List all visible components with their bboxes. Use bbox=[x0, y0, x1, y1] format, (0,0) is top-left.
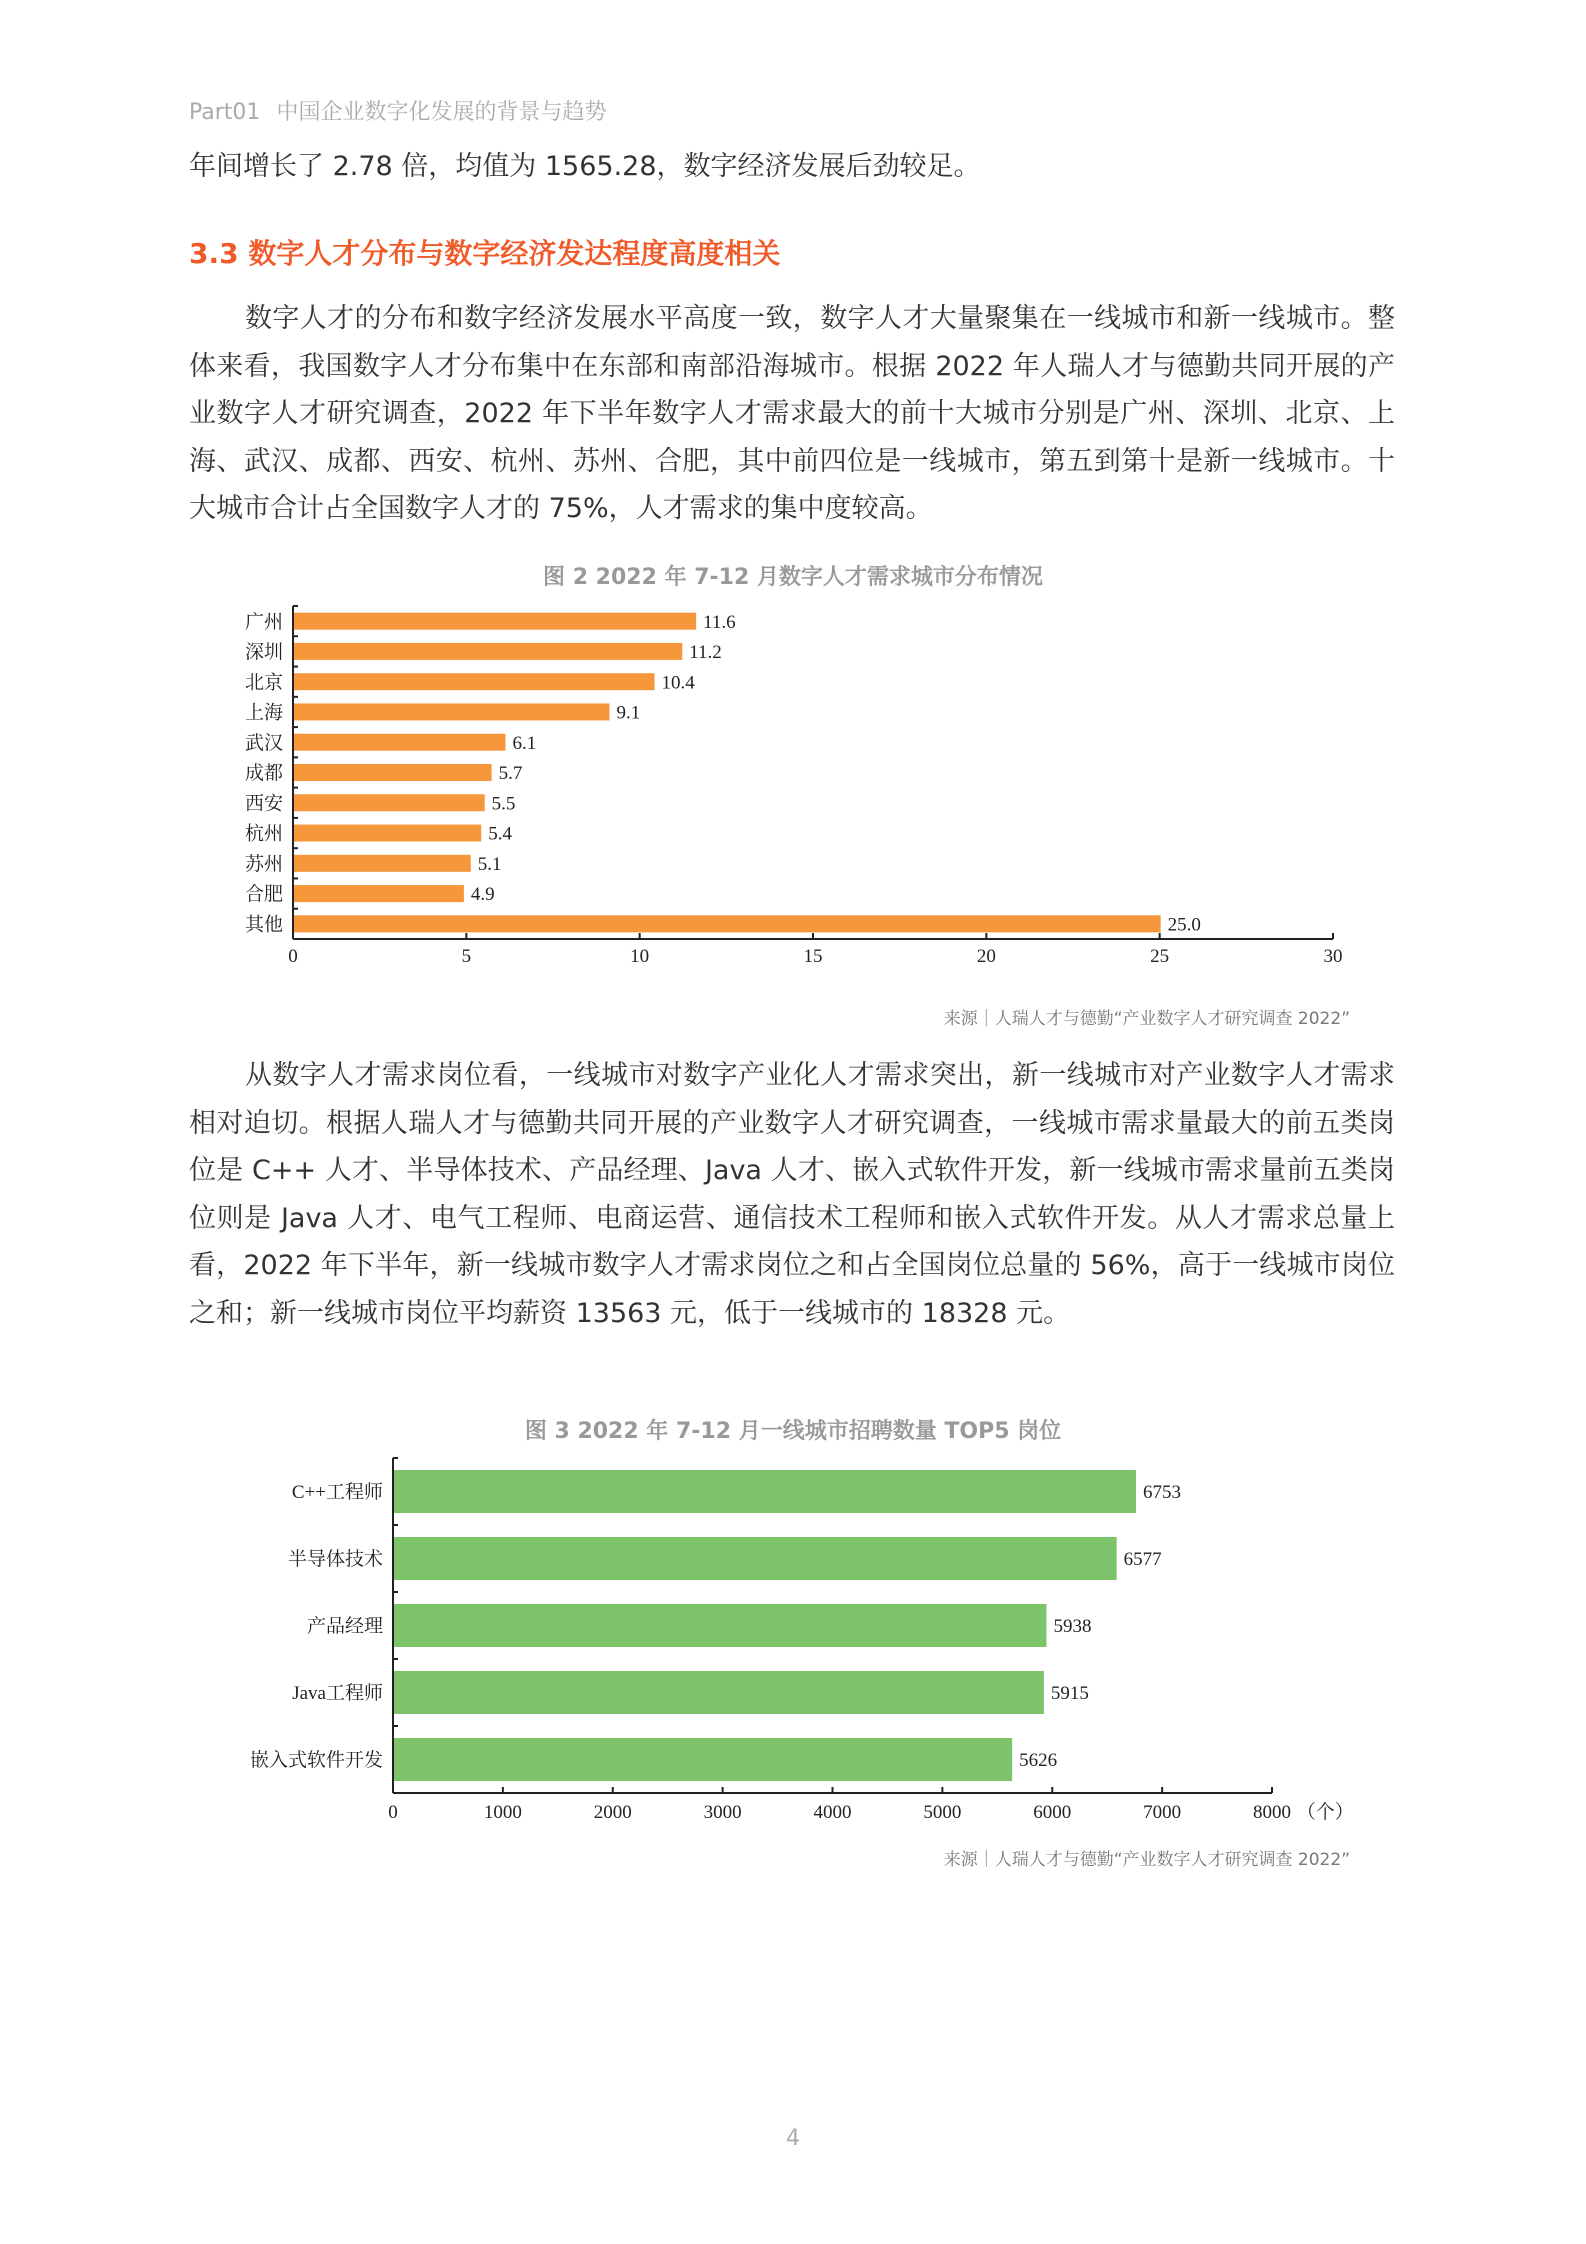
x-tick-label: 0 bbox=[388, 1802, 398, 1823]
section-heading: 3.3 数字人才分布与数字经济发达程度高度相关 bbox=[189, 237, 781, 270]
category-label: 其他 bbox=[244, 914, 283, 936]
x-tick-label: 5000 bbox=[923, 1802, 962, 1823]
x-tick-label: 1000 bbox=[483, 1802, 522, 1823]
x-tick-label: 8000 bbox=[1253, 1802, 1291, 1823]
intro-line: 年间增长了 2.78 倍，均值为 1565.28，数字经济发展后劲较足。 bbox=[189, 151, 981, 182]
category-label: 杭州 bbox=[244, 823, 283, 845]
value-label: 11.6 bbox=[703, 611, 736, 633]
page-number: 4 bbox=[786, 2126, 800, 2151]
x-tick-label: 5 bbox=[461, 946, 472, 967]
figure-2-title: 图 2 2022 年 7-12 月数字人才需求城市分布情况 bbox=[543, 565, 1043, 590]
x-tick-label: 15 bbox=[803, 946, 823, 967]
value-label: 5.5 bbox=[491, 793, 516, 815]
value-label: 9.1 bbox=[616, 702, 641, 724]
bar-半导体技术 bbox=[394, 1537, 1117, 1580]
category-label: 苏州 bbox=[244, 853, 283, 875]
value-label: 5626 bbox=[1019, 1750, 1058, 1772]
x-tick-label: 4000 bbox=[813, 1802, 852, 1823]
category-label: 上海 bbox=[244, 702, 283, 724]
figure-3-title: 图 3 2022 年 7-12 月一线城市招聘数量 TOP5 岗位 bbox=[524, 1419, 1062, 1444]
category-label: 合肥 bbox=[244, 884, 283, 906]
value-label: 6753 bbox=[1142, 1482, 1181, 1504]
value-label: 11.2 bbox=[689, 642, 722, 664]
x-axis-unit: （个） bbox=[1296, 1802, 1354, 1823]
category-label: 嵌入式软件开发 bbox=[249, 1750, 383, 1772]
bar-嵌入式软件开发 bbox=[394, 1738, 1012, 1781]
value-label: 6577 bbox=[1123, 1549, 1162, 1571]
x-tick-label: 30 bbox=[1323, 946, 1343, 967]
category-label: 深圳 bbox=[244, 642, 283, 664]
value-label: 25.0 bbox=[1167, 914, 1201, 936]
value-label: 6.1 bbox=[512, 732, 537, 754]
x-tick-label: 25 bbox=[1150, 946, 1170, 967]
x-tick-label: 6000 bbox=[1033, 1802, 1072, 1823]
x-tick-label: 10 bbox=[630, 946, 650, 967]
value-label: 4.9 bbox=[470, 884, 495, 906]
value-label: 5.7 bbox=[498, 763, 523, 785]
category-label: 西安 bbox=[244, 793, 283, 815]
category-label: 产品经理 bbox=[306, 1616, 383, 1638]
bar-C++工程师 bbox=[394, 1470, 1136, 1513]
header-title: 中国企业数字化发展的背景与趋势 bbox=[276, 100, 607, 125]
category-label: C++工程师 bbox=[291, 1482, 383, 1504]
bar-产品经理 bbox=[394, 1604, 1046, 1647]
figure-3-source: 来源｜人瑞人才与德勤“产业数字人才研究调查 2022” bbox=[943, 1850, 1350, 1870]
x-tick-label: 20 bbox=[976, 946, 996, 967]
x-tick-label: 0 bbox=[288, 946, 298, 967]
x-tick-label: 7000 bbox=[1143, 1802, 1182, 1823]
value-label: 5938 bbox=[1053, 1616, 1092, 1638]
bar-Java工程师 bbox=[394, 1671, 1044, 1714]
value-label: 5.4 bbox=[488, 823, 512, 845]
category-label: 半导体技术 bbox=[287, 1549, 383, 1571]
paragraph-2: 从数字人才需求岗位看，一线城市对数字产业化人才需求突出，新一线城市对产业数字人才需求相对迫切。根据人瑞人才与德勤共同开展的产业数字人才研究调查，一线城市需求量最大的前五类岗位是 C++ 人才、半导体技术、产品经理、Java 人才、嵌入式软件开发，新一线城市需求量前五类岗位则是 Java 人才、电气工程师、电商运营、通信技术工程师和嵌入式软件开发。从人才需求总量上看，2022 年下半年，新一线城市数字人才需求岗位之和占全国岗位总量的 56%，高于一线城市岗位之和；新一线城市岗位平均薪资 13563 元，低于一线城市的 18328 元。 bbox=[189, 1060, 1395, 1329]
x-tick-label: 3000 bbox=[703, 1802, 742, 1823]
x-tick-label: 2000 bbox=[593, 1802, 632, 1823]
category-label: 广州 bbox=[244, 611, 283, 633]
value-label: 10.4 bbox=[661, 672, 695, 694]
category-label: 成都 bbox=[244, 763, 283, 785]
category-label: Java工程师 bbox=[292, 1683, 383, 1705]
figure-2-source: 来源｜人瑞人才与德勤“产业数字人才研究调查 2022” bbox=[943, 1009, 1350, 1029]
category-label: 北京 bbox=[244, 672, 283, 694]
value-label: 5.1 bbox=[477, 853, 502, 875]
paragraph-1: 数字人才的分布和数字经济发展水平高度一致，数字人才大量聚集在一线城市和新一线城市。整体来看，我国数字人才分布集中在东部和南部沿海城市。根据 2022 年人瑞人才与德勤共同开展的产业数字人才研究调查，2022 年下半年数字人才需求最大的前十大城市分别是广州、深圳、北京、上海、武汉、成都、西安、杭州、苏州、合肥，其中前四位是一线城市，第五到第十是新一线城市。十大城市合计占全国数字人才的 75%，人才需求的集中度较高。 bbox=[189, 303, 1395, 525]
category-label: 武汉 bbox=[244, 732, 283, 754]
header-part: Part01 bbox=[189, 100, 261, 125]
value-label: 5915 bbox=[1050, 1683, 1089, 1705]
